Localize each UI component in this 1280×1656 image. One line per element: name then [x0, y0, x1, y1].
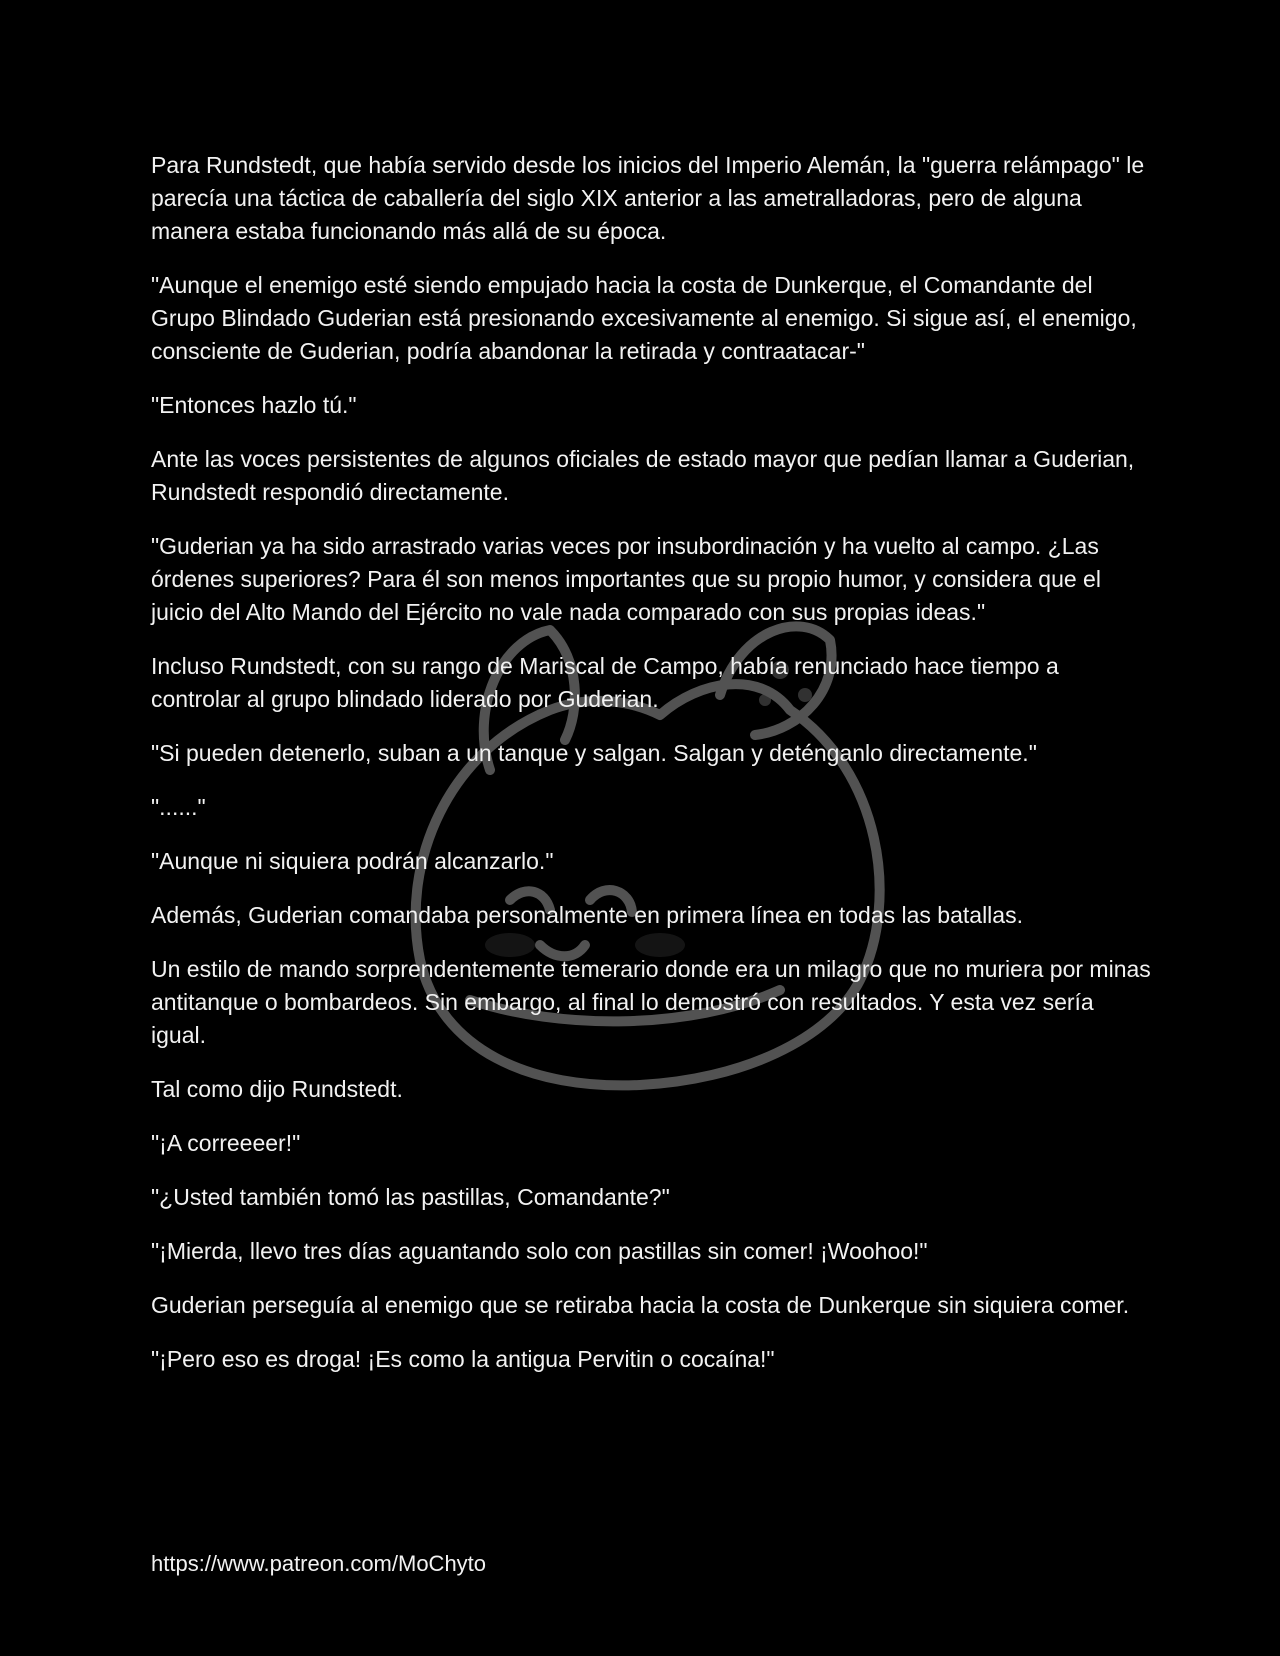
paragraph-3: "Entonces hazlo tú." — [151, 392, 357, 418]
paragraph-14: "¿Usted también tomó las pastillas, Comandante?" — [151, 1184, 670, 1210]
paragraph-11: Un estilo de mando sorprendentemente temerario donde era un milagro que no muriera por minas antitanque o bombardeos. Sin embargo, al final lo demostró con resultados. Y esta vez sería igual. — [151, 956, 1151, 1048]
paragraph-13: "¡A correeeer!" — [151, 1130, 301, 1156]
paragraph-2: "Aunque el enemigo esté siendo empujado hacia la costa de Dunkerque, el Comandante del Grupo Blindado Guderian está presionando excesivamente al enemigo. Si sigue así, el enemigo, consciente de Guderian, podría abandonar la retirada y contraatacar-" — [151, 272, 1137, 364]
paragraph-7: "Si pueden detenerlo, suban a un tanque y salgan. Salgan y deténganlo directamente." — [151, 740, 1037, 766]
paragraph-1: Para Rundstedt, que había servido desde los inicios del Imperio Alemán, la "guerra relámpago" le parecía una táctica de caballería del siglo XIX anterior a las ametralladoras, pero de alguna manera estaba funcionando más allá de su época. — [151, 152, 1145, 244]
paragraph-15: "¡Mierda, llevo tres días aguantando solo con pastillas sin comer! ¡Woohoo!" — [151, 1238, 928, 1264]
paragraph-6: Incluso Rundstedt, con su rango de Mariscal de Campo, había renunciado hace tiempo a controlar al grupo blindado liderado por Guderian. — [151, 653, 1059, 712]
paragraph-5: "Guderian ya ha sido arrastrado varias veces por insubordinación y ha vuelto al campo. ¿Las órdenes superiores? Para él son menos importantes que su propio humor, y considera que el juicio del Alto Mando del Ejército no vale nada comparado con sus propias ideas." — [151, 533, 1101, 625]
patreon-link[interactable]: https://www.patreon.com/MoChyto — [151, 1551, 487, 1576]
paragraph-16: Guderian perseguía al enemigo que se retiraba hacia la costa de Dunkerque sin siquiera comer. — [151, 1292, 1130, 1318]
paragraph-17: "¡Pero eso es droga! ¡Es como la antigua Pervitin o cocaína!" — [151, 1346, 775, 1372]
paragraph-10: Además, Guderian comandaba personalmente en primera línea en todas las batallas. — [151, 902, 1023, 928]
paragraph-8: "......" — [151, 794, 206, 820]
paragraph-9: "Aunque ni siquiera podrán alcanzarlo." — [151, 848, 554, 874]
paragraph-4: Ante las voces persistentes de algunos oficiales de estado mayor que pedían llamar a Guderian, Rundstedt respondió directamente. — [151, 446, 1135, 505]
paragraph-12: Tal como dijo Rundstedt. — [151, 1076, 403, 1102]
story-text — [151, 149, 1151, 1397]
